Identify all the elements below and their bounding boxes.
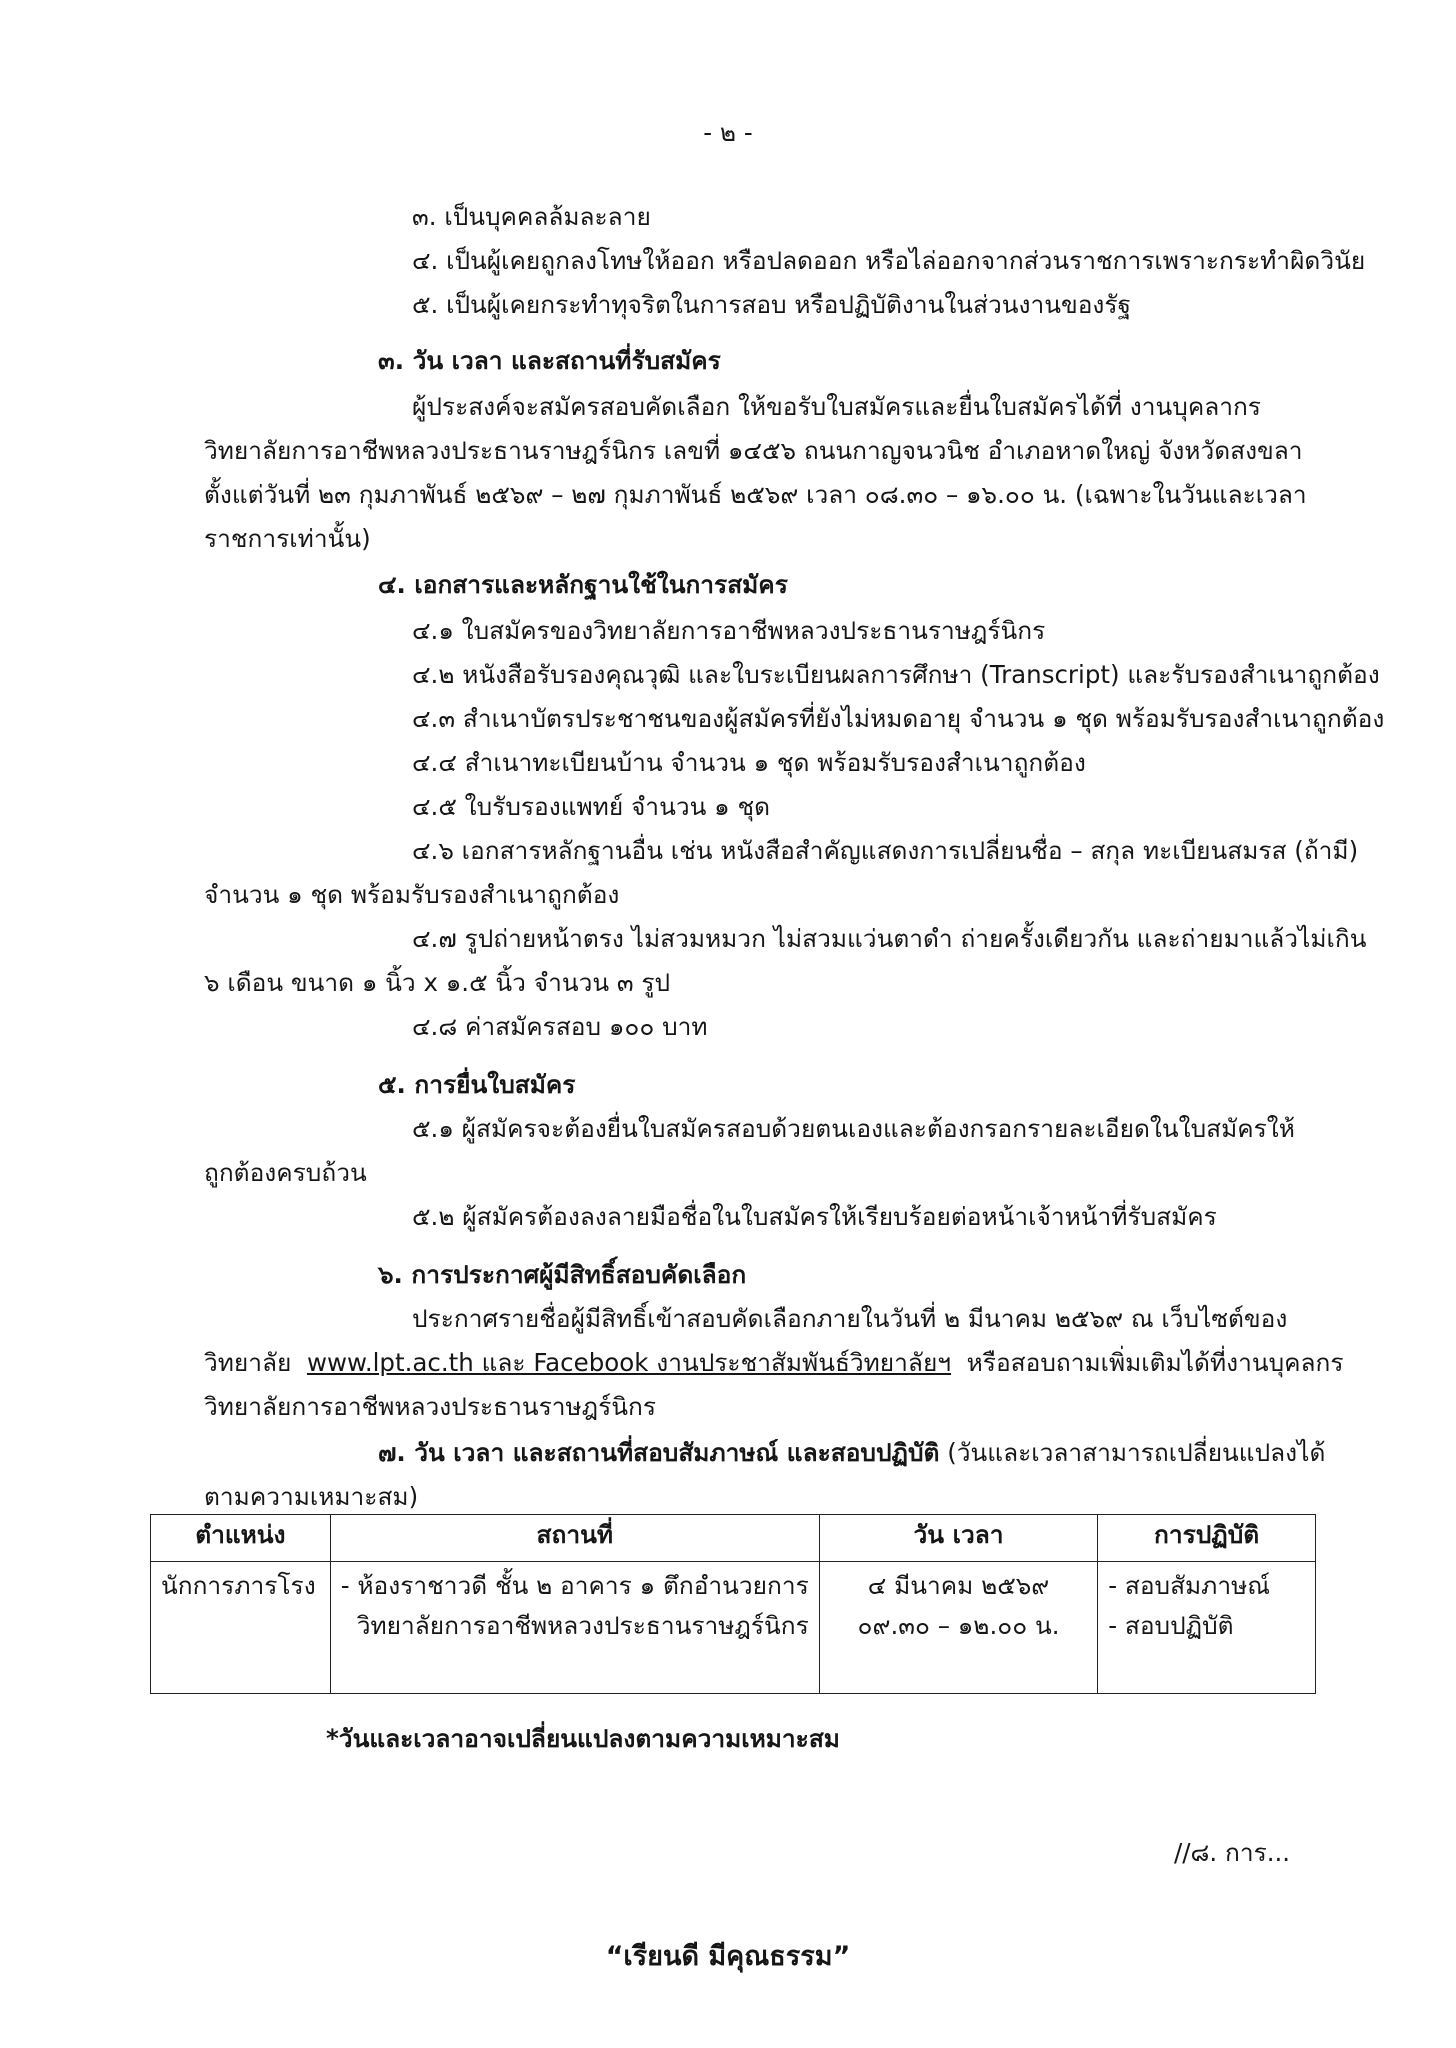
actions-cell — [1098, 1562, 1316, 1694]
table-header-row — [151, 1515, 1316, 1562]
paragraph-line: วิทยาลัยการอาชีพหลวงประธานราษฎร์นิกร เลขที่ ๑๔๕๖ ถนนกาญจนวนิช อำเภอหาดใหญ่ จังหวัดสงขลา — [204, 436, 1303, 465]
list-item: ๔.๓ สำเนาบัตรประชาชนของผู้สมัครที่ยังไม่หมดอายุ จำนวน ๑ ชุด พร้อมรับรองสำเนาถูกต้อง — [412, 704, 1385, 733]
paragraph-line: วิทยาลัยการอาชีพหลวงประธานราษฎร์นิกร — [204, 1392, 657, 1421]
continuation-marker: //๘. การ... — [1174, 1838, 1291, 1867]
list-item: ๕.๒ ผู้สมัครต้องลงลายมือชื่อในใบสมัครให้เรียบร้อยต่อหน้าเจ้าหน้าที่รับสมัคร — [412, 1202, 1217, 1231]
cell-text: - ห้องราชาวดี ชั้น ๒ อาคาร ๑ ตึกอำนวยการ — [340, 1571, 809, 1600]
list-item: ๔.๔ สำเนาทะเบียนบ้าน จำนวน ๑ ชุด พร้อมรับรองสำเนาถูกต้อง — [412, 748, 1086, 777]
website-link[interactable]: www.lpt.ac.th และ Facebook งานประชาสัมพันธ์วิทยาลัยฯ — [306, 1348, 952, 1377]
list-item: ๔. เป็นผู้เคยถูกลงโทษให้ออก หรือปลดออก หรือไล่ออกจากส่วนราชการเพราะกระทำผิดวินัย — [412, 246, 1366, 275]
position-cell — [151, 1562, 331, 1694]
column-header: ตำแหน่ง — [151, 1515, 331, 1562]
list-item: ๕. เป็นผู้เคยกระทำทุจริตในการสอบ หรือปฏิบัติงานในส่วนงานของรัฐ — [412, 290, 1132, 319]
datetime-cell — [819, 1562, 1097, 1694]
cell-text: - สอบปฏิบัติ — [1108, 1611, 1234, 1640]
paragraph-line: ราชการเท่านั้น) — [204, 524, 371, 553]
section-heading: ๓. วัน เวลา และสถานที่รับสมัคร — [378, 346, 721, 375]
cell-text: วิทยาลัยการอาชีพหลวงประธานราษฎร์นิกร — [356, 1611, 809, 1640]
section-note-continuation: ตามความเหมาะสม) — [204, 1482, 419, 1511]
list-item: ๔.๑ ใบสมัครของวิทยาลัยการอาชีพหลวงประธานราษฎร์นิกร — [412, 616, 1046, 645]
section-heading: ๖. การประกาศผู้มีสิทธิ์สอบคัดเลือก — [378, 1260, 747, 1289]
paragraph-text: หรือสอบถามเพิ่มเติมได้ที่งานบุคลกร — [966, 1348, 1344, 1377]
cell-text: ๔ มีนาคม ๒๕๖๙ — [867, 1571, 1050, 1600]
section-heading-line — [378, 1436, 1325, 1470]
paragraph-line: ผู้ประสงค์จะสมัครสอบคัดเลือก ให้ขอรับใบสมัครและยื่นใบสมัครได้ที่ งานบุคลากร — [412, 392, 1261, 421]
list-item-continuation: จำนวน ๑ ชุด พร้อมรับรองสำเนาถูกต้อง — [204, 880, 620, 909]
list-item-continuation: ๖ เดือน ขนาด ๑ นิ้ว x ๑.๕ นิ้ว จำนวน ๓ รูป — [204, 968, 671, 997]
list-item: ๔.๘ ค่าสมัครสอบ ๑๐๐ บาท — [412, 1012, 708, 1041]
paragraph-line — [204, 1346, 1344, 1380]
paragraph-text: วิทยาลัย — [204, 1348, 292, 1377]
list-item: ๓. เป็นบุคคลล้มละลาย — [412, 202, 651, 231]
motto: “เรียนดี มีคุณธรรม” — [605, 1941, 851, 1972]
cell-text: นักการภารโรง — [161, 1571, 316, 1600]
place-cell — [330, 1562, 819, 1694]
column-header: การปฏิบัติ — [1098, 1515, 1316, 1562]
cell-text: - สอบสัมภาษณ์ — [1108, 1571, 1270, 1600]
column-header: วัน เวลา — [819, 1515, 1097, 1562]
cell-text: ๐๙.๓๐ – ๑๒.๐๐ น. — [857, 1611, 1060, 1640]
paragraph-line: ประกาศรายชื่อผู้มีสิทธิ์เข้าสอบคัดเลือกภายในวันที่ ๒ มีนาคม ๒๕๖๙ ณ เว็บไซต์ของ — [412, 1304, 1288, 1333]
list-item: ๔.๖ เอกสารหลักฐานอื่น เช่น หนังสือสำคัญแสดงการเปลี่ยนชื่อ – สกุล ทะเบียนสมรส (ถ้ามี) — [412, 836, 1359, 865]
footnote: *วันและเวลาอาจเปลี่ยนแปลงตามความเหมาะสม — [326, 1724, 840, 1753]
section-note: (วันและเวลาสามารถเปลี่ยนแปลงได้ — [947, 1438, 1326, 1467]
schedule-table — [150, 1514, 1316, 1694]
section-heading: ๔. เอกสารและหลักฐานใช้ในการสมัคร — [378, 570, 788, 599]
list-item: ๔.๕ ใบรับรองแพทย์ จำนวน ๑ ชุด — [412, 792, 770, 821]
list-item: ๔.๗ รูปถ่ายหน้าตรง ไม่สวมหมวก ไม่สวมแว่นตาดำ ถ่ายครั้งเดียวกัน และถ่ายมาแล้วไม่เกิน — [412, 924, 1367, 953]
list-item-continuation: ถูกต้องครบถ้วน — [204, 1158, 367, 1187]
section-heading: ๗. วัน เวลา และสถานที่สอบสัมภาษณ์ และสอบปฏิบัติ — [378, 1438, 940, 1467]
paragraph-line: ตั้งแต่วันที่ ๒๓ กุมภาพันธ์ ๒๕๖๙ – ๒๗ กุมภาพันธ์ ๒๕๖๙ เวลา ๐๘.๓๐ – ๑๖.๐๐ น. (เฉพาะในวันและเวลา — [204, 480, 1307, 509]
section-heading: ๕. การยื่นใบสมัคร — [378, 1070, 576, 1099]
list-item: ๔.๒ หนังสือรับรองคุณวุฒิ และใบระเบียนผลการศึกษา (Transcript) และรับรองสำเนาถูกต้อง — [412, 660, 1380, 689]
list-item: ๕.๑ ผู้สมัครจะต้องยื่นใบสมัครสอบด้วยตนเองและต้องกรอกรายละเอียดในใบสมัครให้ — [412, 1114, 1295, 1143]
table-row — [151, 1562, 1316, 1694]
page-number: - ๒ - — [703, 118, 753, 147]
column-header: สถานที่ — [330, 1515, 819, 1562]
